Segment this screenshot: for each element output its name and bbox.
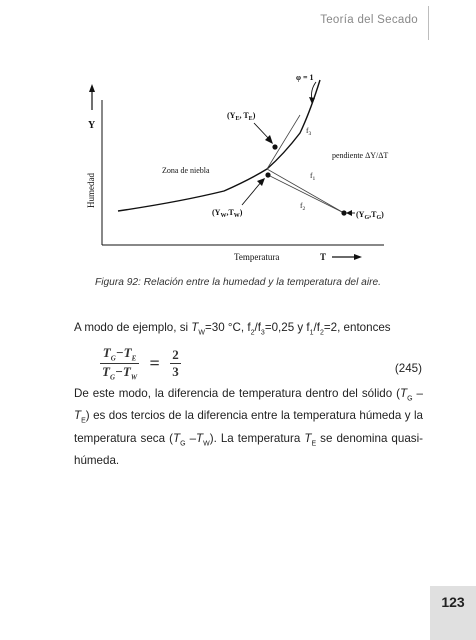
phi-pointer-head [309,97,315,104]
point-e [272,144,277,149]
equation-lhs-fraction [100,345,139,381]
y-axis-letter: Y [88,120,96,131]
point-w [265,172,270,177]
pointer-g-head [346,210,352,216]
line-f1 [267,169,344,213]
equation-numerator: $T_G-T_E$ [100,345,139,364]
figure-caption: Figura 92: Relación entre la humedad y la temperatura del aire. [95,277,381,288]
equation-number: (245) [394,362,422,375]
equation-rhs-denominator: 3 [172,363,179,379]
saturation-curve [118,80,320,211]
pointer-w-head [257,178,265,186]
page-number: 123 [441,594,465,610]
label-f2: $f_2$ [300,201,306,212]
label-point-e: ($Y_E$, $T_E$) [227,111,256,122]
phi-label: φ = 1 [296,73,314,82]
x-axis-letter: T [320,252,327,262]
label-point-g: $(Y_G,T_G)$ [356,210,384,221]
header-rule [428,6,429,40]
point-g [341,210,346,215]
x-axis-title: Temperatura [234,252,280,262]
slope-label: pendiente ΔY/ΔT [332,151,389,160]
label-point-w: $(Y_W,T_W)$ [212,208,243,219]
line-f2 [268,175,344,213]
running-header: Teoría del Secado [320,14,418,26]
figure-svg [74,60,414,275]
fog-zone-label: Zona de niebla [162,166,210,175]
x-arrow-head [354,254,362,260]
paragraph-conclusion: De este modo, la diferencia de temperatura dentro del sólido $(T_G - T_E)$ es dos tercios de la diferencia entre la temperatura húmeda y la temperatura seca ($T_G$ $-T_W$). La temperatura $T_E$ se denomina quasi-húmeda. [74,387,424,467]
equation-denominator: $T_G-T_W$ [102,363,138,382]
label-f3: $f_3$ [306,126,312,137]
psychrometric-figure [74,60,414,275]
label-f1: $f_1$ [310,171,316,182]
equation-equals: = [149,352,160,373]
y-arrow-head [89,84,95,92]
equation-rhs-numerator: 2 [172,346,179,362]
pointer-w [242,181,262,205]
equation-rhs-fraction [170,347,181,380]
paragraph-example: A modo de ejemplo, si $T_W=30$ °C, $f_2/f_3=0,25$ y $f_1/f_2=2$, entonces [74,321,391,337]
y-axis-title: Humedad [86,173,96,208]
equation-245 [100,345,181,381]
